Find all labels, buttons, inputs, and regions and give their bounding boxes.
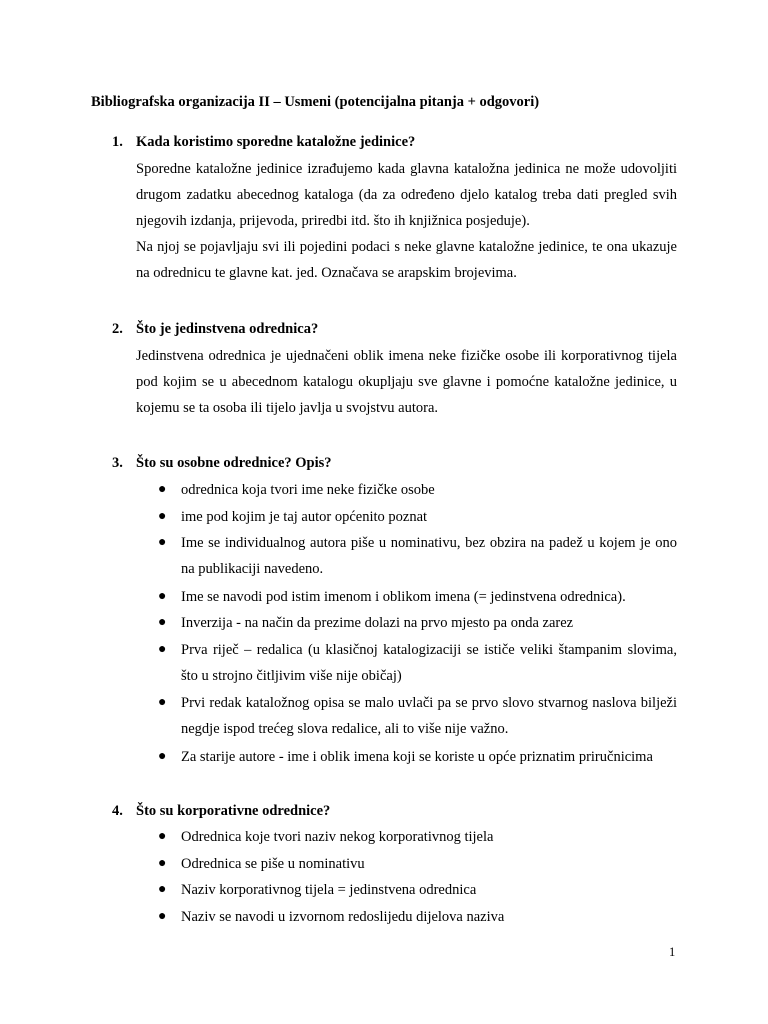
bullet-icon: ● [158,695,167,710]
list-item-text: Odrednica koje tvori naziv nekog korporativnog tijela [181,829,494,845]
list-item-text: Naziv se navodi u izvornom redoslijedu dijelova naziva [181,909,505,925]
bullet-icon: ● [158,642,167,657]
list-item-text: Naziv korporativnog tijela = jedinstvena odrednica [181,882,477,898]
question-number-1: 1. [112,134,123,150]
document-title: Bibliografska organizacija II – Usmeni (potencijalna pitanja + odgovori) [91,94,540,110]
question-text-1: Kada koristimo sporedne kataložne jedinice? [136,134,416,150]
page-number: 1 [669,945,676,959]
list-item-text: Ime se navodi pod istim imenom i oblikom imena (= jedinstvena odrednica). [181,589,626,605]
question-heading-3 [112,454,332,472]
list-item-text: odrednica koja tvori ime neke fizičke osobe [181,482,435,498]
question-heading-4 [112,802,330,820]
bullet-icon: ● [158,509,167,524]
list-item-text: Inverzija - na način da prezime dolazi na prvo mjesto pa onda zarez [181,615,574,631]
question-number-2: 2. [112,321,123,337]
question-heading-1 [112,133,415,151]
list-item-text: Odrednica se piše u nominativu [181,856,365,872]
bullet-icon: ● [158,829,167,844]
bullet-icon: ● [158,535,167,550]
question-text-4: Što su korporativne odrednice? [136,803,331,819]
bullet-icon: ● [158,615,167,630]
question-text-3: Što su osobne odrednice? Opis? [136,455,332,471]
question-text-2: Što je jedinstvena odrednica? [136,321,319,337]
bullet-icon: ● [158,589,167,604]
list-item-text: Prva riječ – redalica (u klasičnoj katalogizaciji se ističe veliki štampanim slovima, što u strojno čitljivim više nije običaj) [181,642,677,684]
answer-paragraph-2-1: Jedinstvena odrednica je ujednačeni oblik imena neke fizičke osobe ili korporativnog tijela pod kojim se u abecednom katalogu okupljaju sve glavne i pomoćne kataložne jedinice, u kojemu se ta osoba ili tijelo javlja u svojstvu autora. [136,348,677,416]
answer-paragraph-1-1: Sporedne kataložne jedinice izrađujemo kada glavna kataložna jedinica ne može udovoljiti drugom zadatku abecednog kataloga (da za određeno djelo katalog treba dati pregled svih njegovih izdanja, prijevoda, priredbi itd. što ih knjižnica posjeduje). [136,161,677,229]
bullet-icon: ● [158,909,167,924]
question-number-4: 4. [112,803,123,819]
list-item-text: ime pod kojim je taj autor općenito poznat [181,509,428,525]
question-number-3: 3. [112,455,123,471]
list-item-text: Ime se individualnog autora piše u nominativu, bez obzira na padež u kojem je ono na publikaciji navedeno. [181,535,677,577]
list-item-text: Prvi redak kataložnog opisa se malo uvlači pa se prvo slovo stvarnog naslova bilježi negdje ispod trećeg slova redalice, ali to više nije važno. [181,695,677,737]
bullet-icon: ● [158,856,167,871]
bullet-icon: ● [158,482,167,497]
bullet-icon: ● [158,882,167,897]
question-heading-2 [112,320,318,338]
list-item-text: Za starije autore - ime i oblik imena koji se koriste u opće priznatim priručnicima [181,749,653,765]
bullet-icon: ● [158,749,167,764]
answer-paragraph-1-2: Na njoj se pojavljaju svi ili pojedini podaci s neke glavne kataložne jedinice, te ona ukazuje na odrednicu te glavne kat. jed. Označava se arapskim brojevima. [136,239,677,281]
